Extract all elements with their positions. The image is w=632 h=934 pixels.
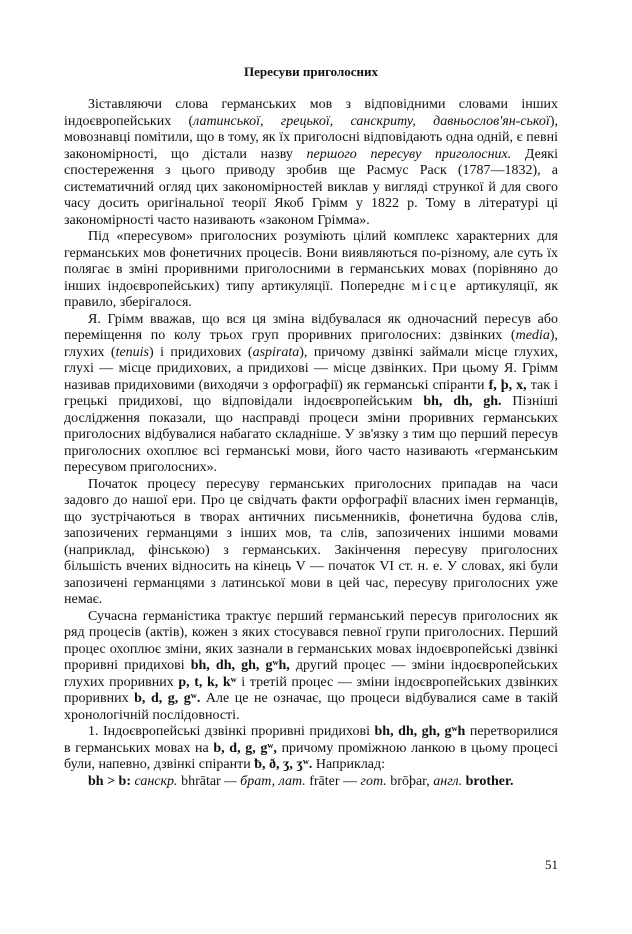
page-body	[64, 64, 558, 790]
example-line: bh > b: санскр. bhrātar — брат, лат. frāter — гот. brōþar, англ. brother.	[88, 773, 514, 789]
page-number: 51	[545, 857, 558, 872]
paragraph-3: Я. Грімм вважав, що вся ця зміна відбувалася як одночасний пересув або переміщення по колу трьох груп проривних приголосних: дзвінких (media), глухих (tenuis) і придихових (aspirata), причому дзвінкі займали місце глухих, глухі — місце придихових, а придихові — місце дзвінких. При цьому Я. Грімм називав придиховими (виходячи з орфографії) як германські спіранти f, þ, x, так і грецькі придихові, що відповідали індоєвропейським bh, dh, gh. Пізніші дослідження показали, що насправді процеси зміни проривних германських приголосних відбувалися набагато складніше. У зв'язку з тим що перший пересув приголосних охоплює всі германські мови, його часто називають «германським пересувом приголосних».	[64, 311, 559, 475]
paragraph-2: Під «пересувом» приголосних розуміють цілий комплекс характерних для германських мов фонетичних процесів. Вони виявляються по-різному, але суть їх полягає в зміні проривними приголосними в германських мовах (порівняно до інших індоєвропейських) типу артикуляції. Попереднє місце артикуляції, як правило, зберігалося.	[64, 229, 558, 310]
paragraph-5: Сучасна германістика трактує перший германський пересув приголосних як ряд процесів (актів), кожен з яких стосувався певної групи приголосних. Перший процес охоплює зміни, яких зазнали в германських мовах індоєвропейські дзвінкі проривні придихові bh, dh, gh, gʷh, другий процес — зміни індоєвропейських глухих проривних p, t, k, kʷ і третій процес — зміни індоєвропейських дзвінких проривних b, d, g, gʷ. Але це не означає, що процеси відбувалися саме в такій хронологічній послідовності.	[64, 608, 558, 723]
page-title: Пересуви приголосних	[243, 64, 379, 79]
paragraph-4: Початок процесу пересуву германських приголосних припадав на часи задовго до нашої ери. Про це свідчать факти орфографії власних імен германців, що зустрічаються в творах античних письменників, фонетична будова слів, запозичених германцями з інших мов, та слів, запозичених іншими мовами (наприклад, фінською) з германських. Закінчення пересуву приголосних більшість вчених відносить на кінець V — початок VI ст. н. е. У словах, які були запозичені германцями з латинської мови в цей час, пересуву приголосних уже немає.	[64, 476, 558, 607]
paragraph-1: Зіставляючи слова германських мов з відповідними словами інших індоєвропейських (латинської, грецької, санскриту, давньослов'ян-ської), мовознавці помітили, що в тому, як їх приголосні відповідають одна одній, є певні закономірності, що дістали назву першого пересуву приголосних. Деякі спостереження з цього приводу зробив ще Расмус Раск (1787—1832), а систематичний огляд цих закономірностей виклав у вигляді стрункої й для свого часу досить оригінальної теорії Якоб Грімм у 1822 р. Тому в літературі ці закономірності часто називають «законом Грімма».	[64, 97, 558, 228]
paragraph-6: 1. Індоєвропейські дзвінкі проривні придихові bh, dh, gh, gʷh перетворилися в германських мовах на b, d, g, gʷ, причому проміжною ланкою в цьому процесі були, напевно, дзвінкі спіранти ƀ, ð, ʒ, ʒʷ. Наприклад:	[64, 724, 558, 772]
